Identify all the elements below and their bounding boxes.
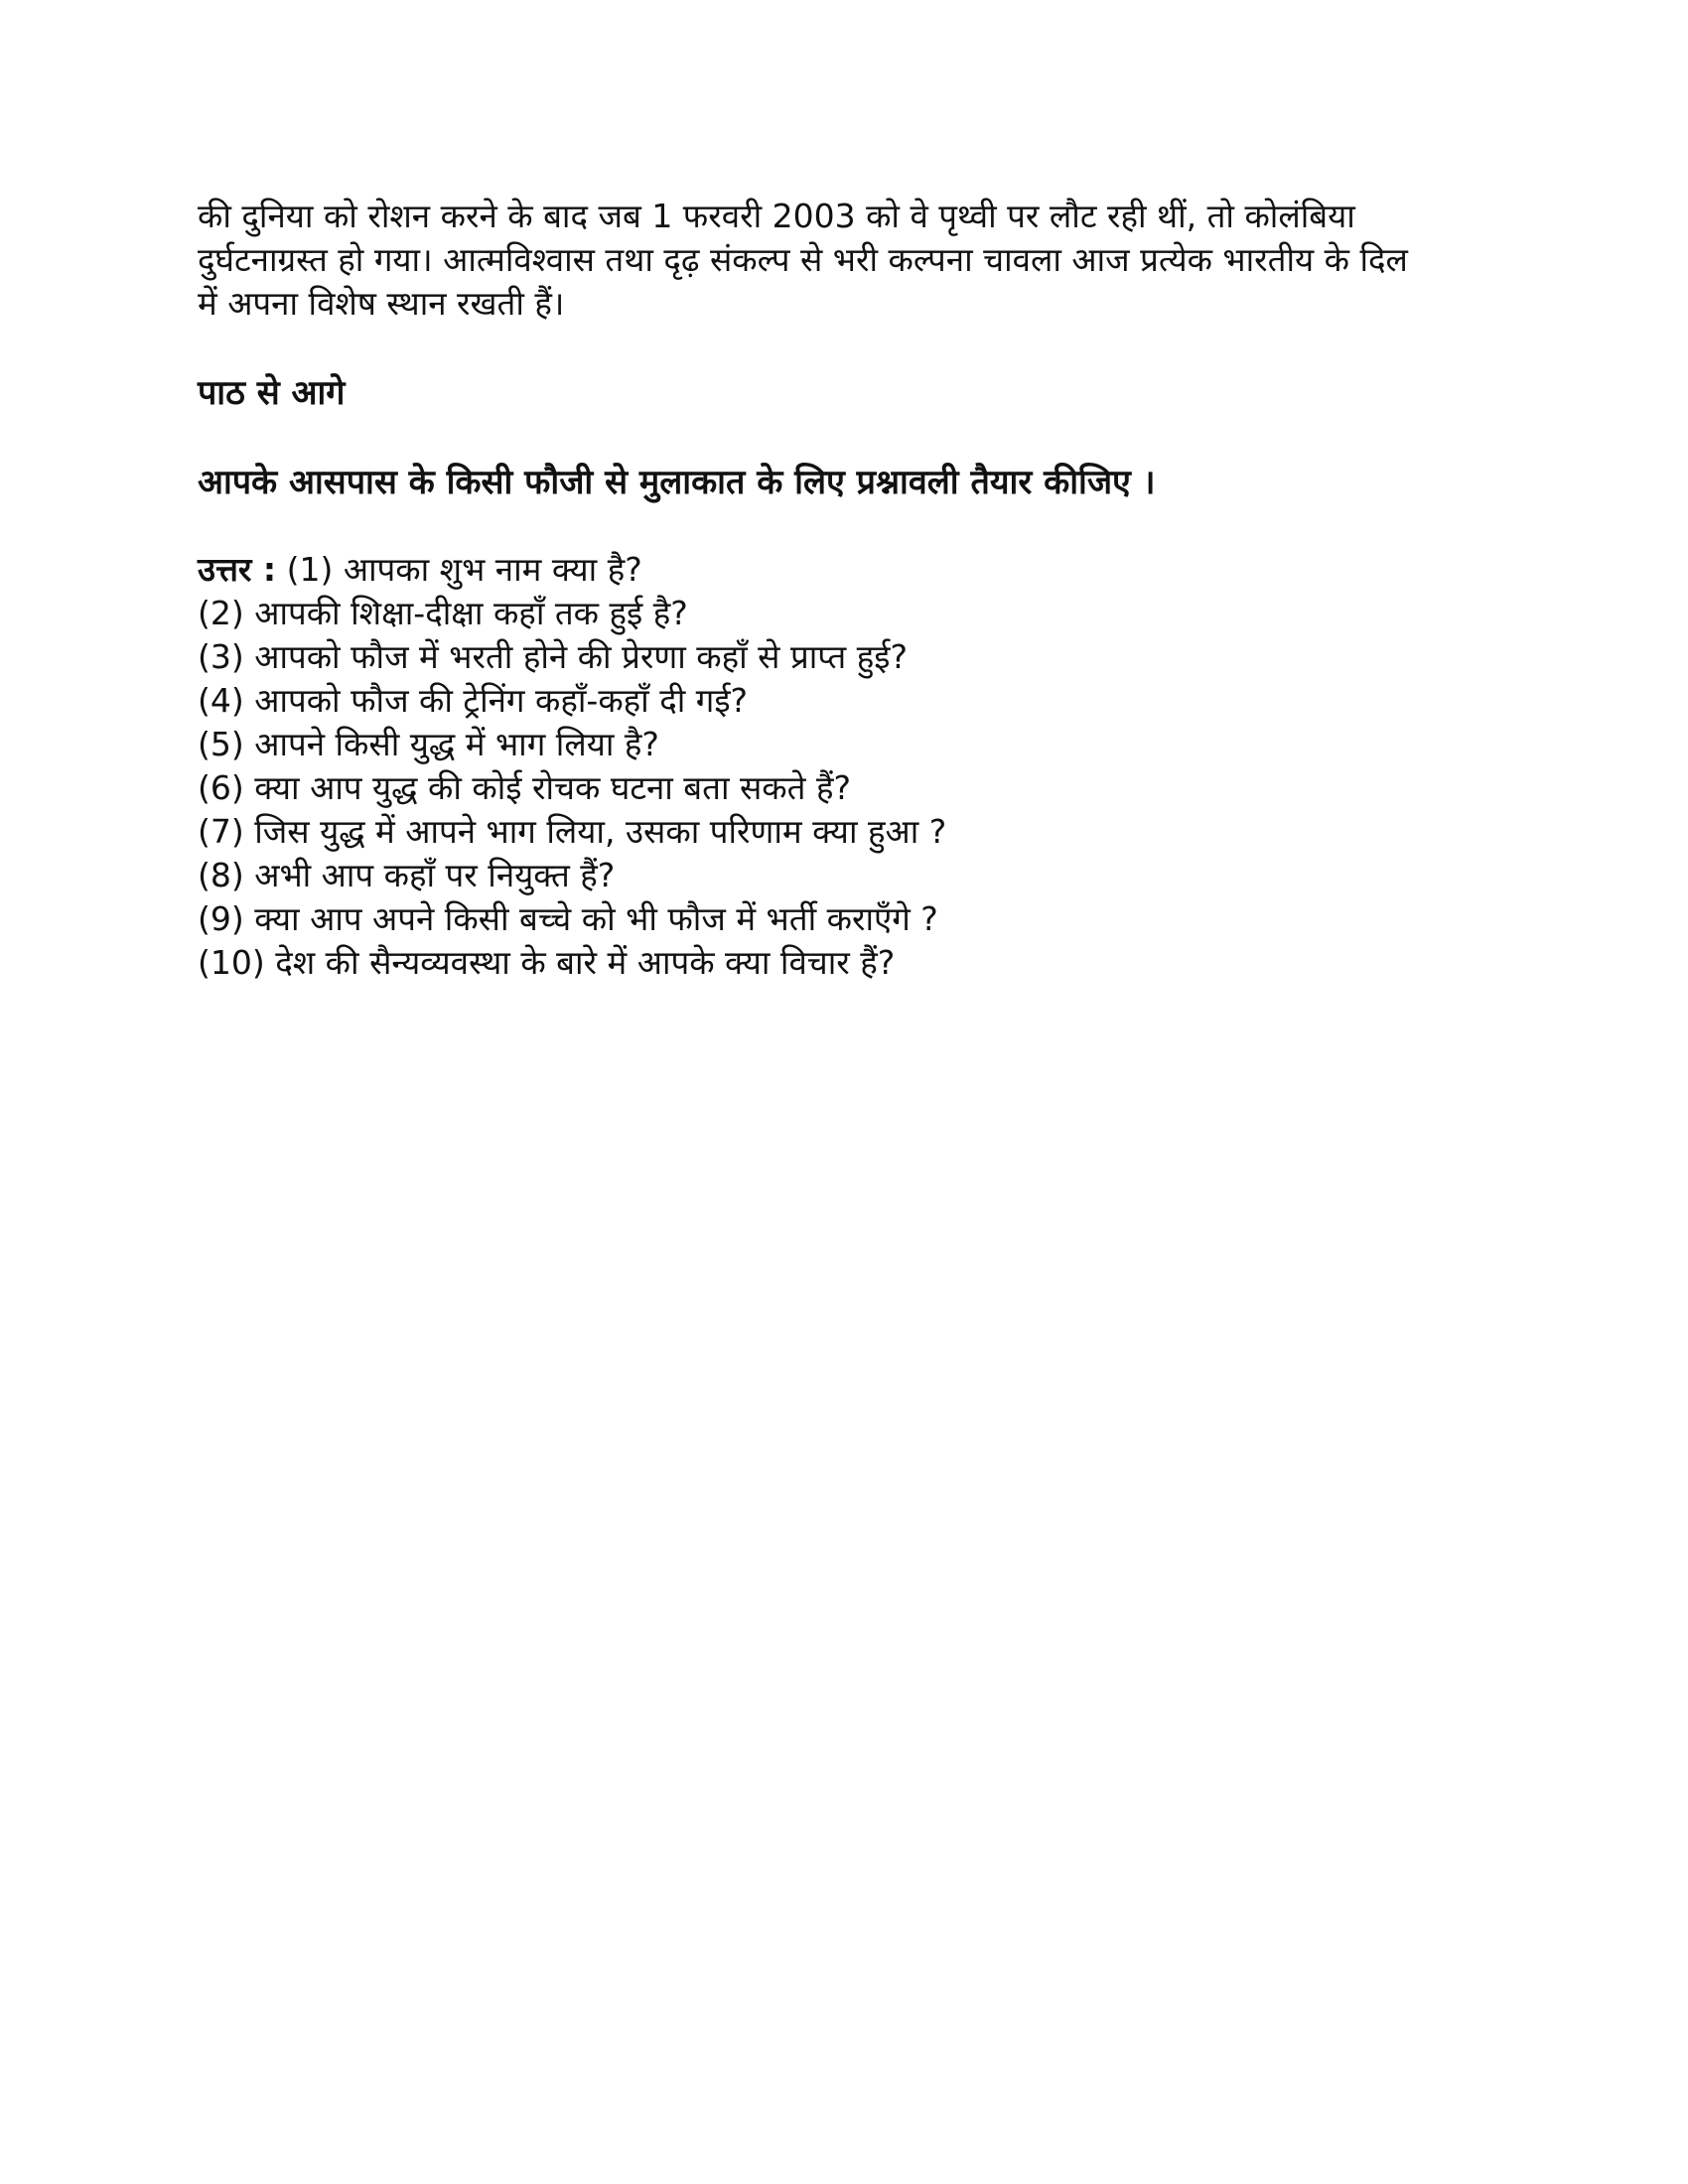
section-heading: पाठ से आगे — [198, 373, 346, 413]
paragraph-line: दुर्घटनाग्रस्त हो गया। आत्मविश्वास तथा दृढ़ संकल्प से भरी कल्पना चावला आज प्रत्येक भारतीय के दिल — [198, 240, 1408, 279]
answer-item: (1) आपका शुभ नाम क्या है? — [286, 550, 642, 589]
answer-item: (2) आपकी शिक्षा-दीक्षा कहाँ तक हुई है? — [198, 594, 688, 632]
paragraph-line: में अपना विशेष स्थान रखती हैं। — [198, 284, 565, 323]
paragraph-line: की दुनिया को रोशन करने के बाद जब 1 फरवरी 2003 को वे पृथ्वी पर लौट रही थीं, तो कोलंबिया — [198, 197, 1355, 235]
answer-block — [198, 548, 1488, 985]
answer-item: (5) आपने किसी युद्ध में भाग लिया है? — [198, 725, 659, 763]
document-content — [198, 195, 1488, 985]
answer-item: (7) जिस युद्ध में आपने भाग लिया, उसका परिणाम क्या हुआ ? — [198, 812, 947, 851]
answer-item: (3) आपको फौज में भरती होने की प्रेरणा कहाँ से प्राप्त हुई? — [198, 637, 908, 676]
answer-item: (6) क्या आप युद्ध की कोई रोचक घटना बता सकते हैं? — [198, 768, 851, 807]
answer-label: उत्तर : — [198, 550, 277, 589]
intro-paragraph — [198, 195, 1488, 326]
question-heading: आपके आसपास के किसी फौजी से मुलाकात के लिए प्रश्नावली तैयार कीजिए । — [198, 463, 1156, 502]
answer-item: (9) क्या आप अपने किसी बच्चे को भी फौज में भर्ती कराएँगे ? — [198, 899, 938, 938]
answer-item: (4) आपको फौज की ट्रेनिंग कहाँ-कहाँ दी गई? — [198, 681, 749, 720]
answer-item: (10) देश की सैन्यव्यवस्था के बारे में आपके क्या विचार हैं? — [198, 943, 896, 982]
answer-first-line — [198, 548, 1488, 592]
answer-item: (8) अभी आप कहाँ पर नियुक्त हैं? — [198, 856, 616, 894]
